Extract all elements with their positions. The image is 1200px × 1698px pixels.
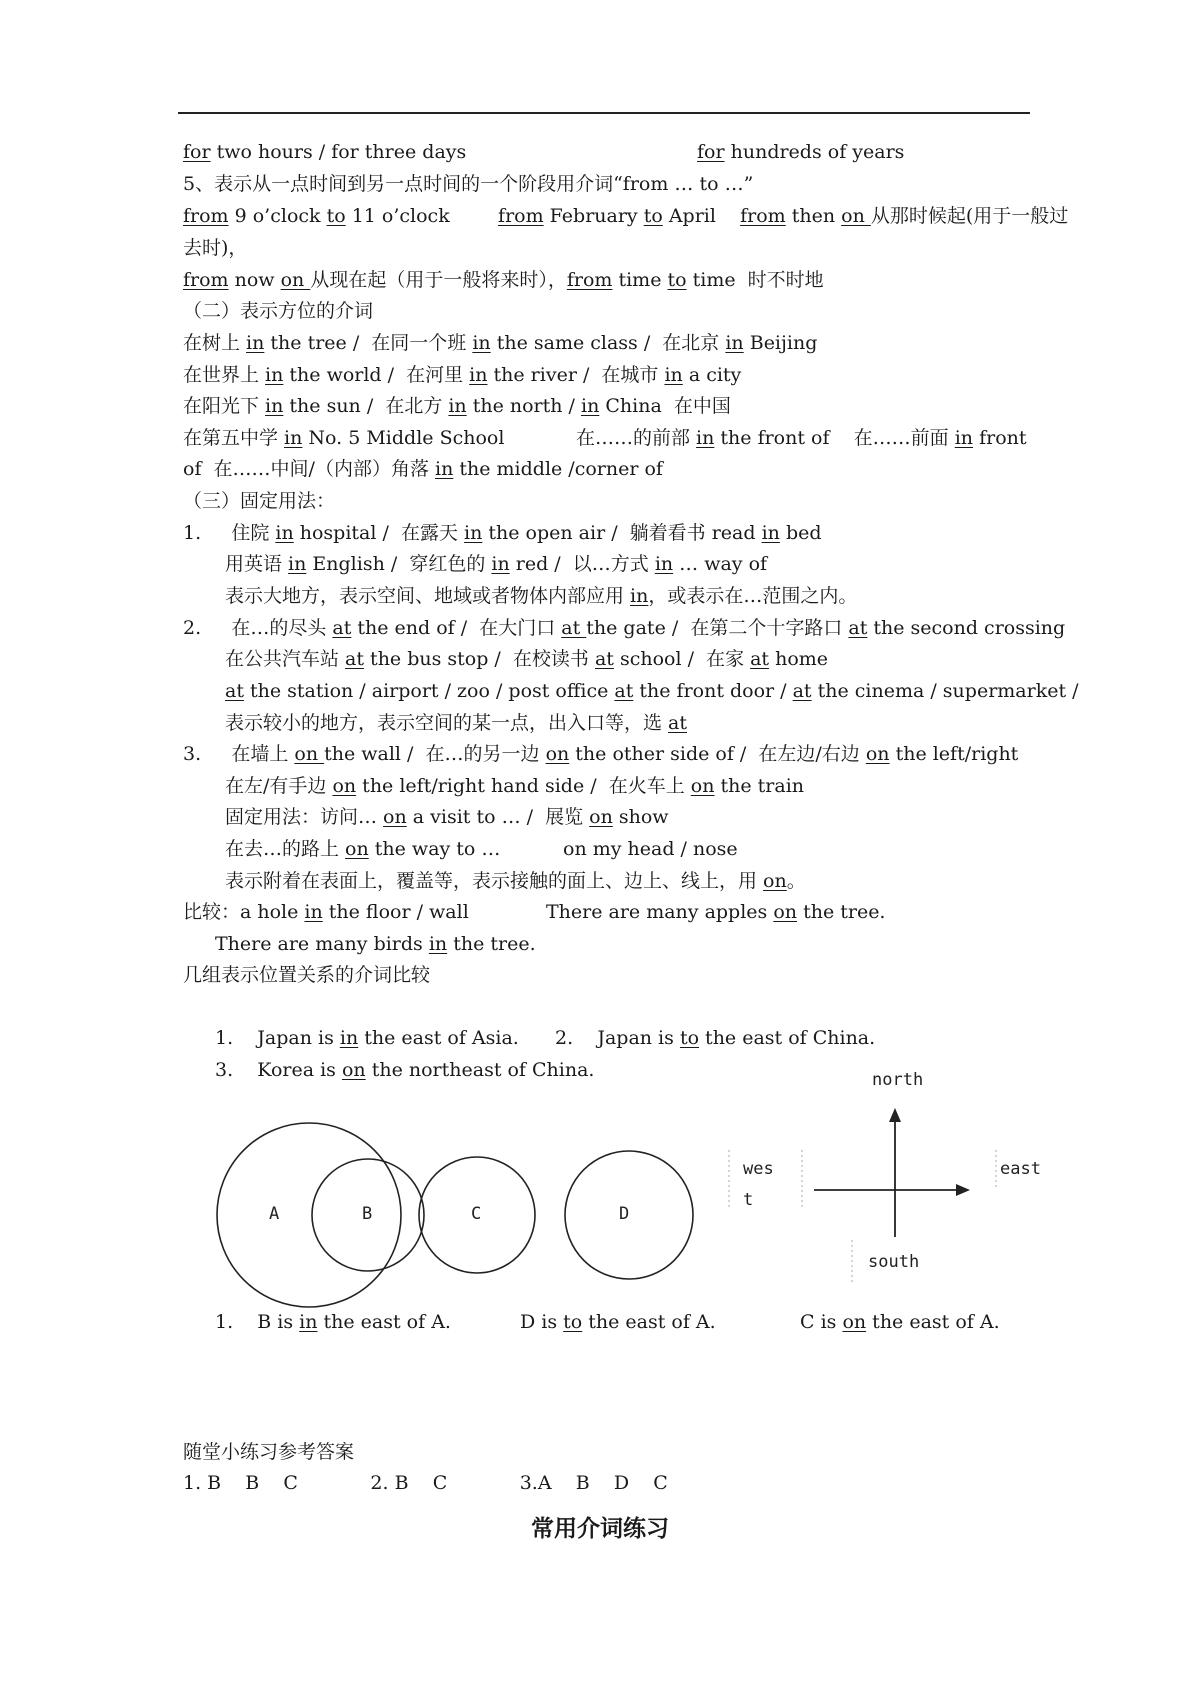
underlined-preposition: at: [614, 680, 634, 702]
underlined-preposition: from: [498, 205, 544, 227]
underlined-preposition: on: [763, 870, 787, 892]
text-segment: a visit to … / 展览: [406, 806, 590, 828]
underlined-preposition: on: [865, 743, 890, 765]
text-segment: 1. Japan is: [215, 1027, 340, 1049]
underlined-preposition: to: [326, 205, 346, 227]
text-segment: the same class / 在北京: [490, 332, 726, 354]
text-segment: then: [785, 205, 842, 227]
text-segment: the east of A.: [317, 1311, 451, 1333]
text-segment: the wall / 在…的另一边: [324, 743, 546, 765]
text-segment: the front door /: [633, 680, 793, 702]
underlined-preposition: at: [750, 648, 770, 670]
text-segment: school / 在家: [613, 648, 751, 670]
text-segment: 1. B B C 2. B C 3.A B D C: [183, 1472, 668, 1494]
text-segment: 几组表示位置关系的介词比较: [183, 964, 431, 986]
text-segment: the cinema / supermarket /: [811, 680, 1079, 702]
underlined-preposition: on: [690, 775, 715, 797]
text-segment: home: [769, 648, 829, 670]
text-segment: two hours / for three days: [210, 141, 467, 163]
text-segment: the end of / 在大门口: [351, 617, 562, 639]
underlined-preposition: on: [341, 1059, 366, 1081]
text-segment: bed: [779, 522, 822, 544]
text-segment: the second crossing: [867, 617, 1066, 639]
circle-label-c: C: [471, 1204, 482, 1224]
underlined-preposition: in: [954, 427, 974, 449]
underlined-preposition: in: [448, 395, 467, 417]
underlined-preposition: in: [265, 364, 284, 386]
text-segment: There are many apples: [546, 901, 774, 923]
text-segment: 在……的前部: [576, 427, 697, 449]
text-segment: the northeast of China.: [365, 1059, 595, 1081]
text-segment: the tree.: [797, 901, 886, 923]
text-segment: 用英语: [225, 553, 289, 575]
text-segment: C is: [800, 1311, 843, 1333]
compass-west-label: wes: [743, 1159, 774, 1179]
text-segment: ，或表示在…范围之内。: [648, 585, 858, 607]
underlined-preposition: in: [464, 522, 483, 544]
text-segment: hundreds of years: [724, 141, 905, 163]
underlined-preposition: from: [183, 269, 229, 291]
underlined-preposition: in: [630, 585, 649, 607]
underlined-preposition: in: [581, 395, 600, 417]
text-segment: the floor / wall: [322, 901, 469, 923]
text-segment: the open air / 躺着看书 read: [482, 522, 762, 544]
compass-north-label: north: [872, 1070, 924, 1090]
circle-a: [217, 1123, 401, 1307]
underlined-preposition: in: [265, 395, 284, 417]
underlined-preposition: on: [332, 775, 357, 797]
text-segment: （二）表示方位的介词: [183, 300, 374, 322]
text-segment: hospital / 在露天: [293, 522, 465, 544]
text-segment: There are many birds: [215, 933, 429, 955]
underlined-preposition: on: [589, 806, 613, 828]
text-segment: the middle /corner of: [453, 458, 663, 480]
underlined-preposition: for: [697, 141, 725, 163]
text-segment: the front of 在……前面: [714, 427, 955, 449]
text-segment: a city: [682, 364, 742, 386]
text-segment: time 时不时地: [686, 269, 824, 291]
text-segment: April: [662, 205, 741, 227]
underlined-preposition: in: [664, 364, 683, 386]
underlined-preposition: to: [667, 269, 687, 291]
text-segment: 去时)，: [183, 237, 248, 259]
text-segment: the way to …: [368, 838, 501, 860]
text-segment: the bus stop / 在校读书: [364, 648, 595, 670]
circle-label-d: D: [619, 1204, 630, 1224]
underlined-preposition: in: [472, 332, 491, 354]
text-segment: front: [973, 427, 1027, 449]
underlined-preposition: for: [183, 141, 211, 163]
circle-label-a: A: [269, 1204, 280, 1224]
underlined-preposition: at: [848, 617, 868, 639]
underlined-preposition: from: [183, 205, 229, 227]
underlined-preposition: on: [345, 838, 369, 860]
underlined-preposition: at: [561, 617, 587, 639]
text-segment: 3. 在墙上: [183, 743, 295, 765]
page-heading: 常用介词练习: [531, 1516, 669, 1542]
underlined-preposition: in: [469, 364, 488, 386]
underlined-preposition: in: [491, 553, 510, 575]
text-segment: the east of China.: [699, 1027, 876, 1049]
north-arrowhead: [889, 1108, 901, 1122]
underlined-preposition: in: [725, 332, 744, 354]
text-segment: of 在……中间/（内部）角落: [183, 458, 435, 480]
underlined-preposition: in: [299, 1311, 318, 1333]
text-segment: the river / 在城市: [487, 364, 665, 386]
text-segment: 在第五中学: [183, 427, 285, 449]
underlined-preposition: in: [696, 427, 715, 449]
text-segment: the sun / 在北方: [283, 395, 449, 417]
text-segment: English / 穿红色的: [306, 553, 492, 575]
underlined-preposition: on: [842, 1311, 867, 1333]
text-segment: 表示大地方，表示空间、地域或者物体内部应用: [225, 585, 631, 607]
underlined-preposition: on: [280, 269, 311, 291]
text-segment: 表示附着在表面上，覆盖等，表示接触的面上、边上、线上，用: [225, 870, 764, 892]
underlined-preposition: on: [294, 743, 325, 765]
text-segment: 9 o’clock: [228, 205, 327, 227]
text-segment: 在去…的路上: [225, 838, 346, 860]
text-segment: D is: [520, 1311, 564, 1333]
underlined-preposition: at: [792, 680, 812, 702]
text-segment: Beijing: [743, 332, 818, 354]
text-segment: the gate / 在第二个十字路口: [586, 617, 849, 639]
text-segment: 从现在起（用于一般将来时），: [310, 269, 567, 291]
east-arrowhead: [956, 1184, 970, 1196]
compass-south-label: south: [868, 1252, 920, 1272]
underlined-preposition: at: [668, 712, 688, 734]
underlined-preposition: to: [563, 1311, 583, 1333]
text-segment: 在树上: [183, 332, 247, 354]
text-segment: 在世界上: [183, 364, 266, 386]
underlined-preposition: to: [679, 1027, 700, 1049]
underlined-preposition: in: [284, 427, 303, 449]
text-segment: （三）固定用法：: [183, 490, 336, 512]
text-segment: the tree / 在同一个班: [264, 332, 473, 354]
underlined-preposition: in: [246, 332, 265, 354]
text-segment: February: [543, 205, 644, 227]
underlined-preposition: on: [545, 743, 570, 765]
text-segment: now: [228, 269, 281, 291]
text-segment: 在左/有手边: [225, 775, 333, 797]
underlined-preposition: at: [594, 648, 614, 670]
text-segment: 随堂小练习参考答案: [183, 1441, 355, 1463]
underlined-preposition: to: [643, 205, 663, 227]
text-segment: 。: [786, 870, 806, 892]
underlined-preposition: in: [654, 553, 674, 575]
underlined-preposition: on: [773, 901, 798, 923]
text-segment: the east of A.: [866, 1311, 1000, 1333]
text-segment: 1. B is: [215, 1311, 300, 1333]
underlined-preposition: at: [332, 617, 352, 639]
text-segment: the world / 在河里: [283, 364, 470, 386]
underlined-preposition: in: [761, 522, 780, 544]
text-segment: the station / airport / zoo / post office: [243, 680, 615, 702]
underlined-preposition: on: [383, 806, 407, 828]
compass-west-label-cont: t: [743, 1190, 754, 1210]
text-segment: 在阳光下: [183, 395, 266, 417]
underlined-preposition: in: [275, 522, 294, 544]
text-segment: on my head / nose: [563, 838, 738, 860]
underlined-preposition: in: [304, 901, 323, 923]
underlined-preposition: from: [740, 205, 786, 227]
text-segment: 3. Korea is: [215, 1059, 342, 1081]
compass-east-label: east: [1000, 1159, 1041, 1179]
text-segment: the east of Asia. 2. Japan is: [358, 1027, 680, 1049]
text-segment: 11 o’clock: [345, 205, 499, 227]
text-segment: red / 以…方式: [509, 553, 655, 575]
text-segment: the tree.: [447, 933, 536, 955]
text-segment: the left/right hand side / 在火车上: [356, 775, 691, 797]
text-segment: 固定用法：访问…: [225, 806, 384, 828]
underlined-preposition: from: [566, 269, 613, 291]
underlined-preposition: in: [435, 458, 454, 480]
text-segment: … way of: [673, 553, 768, 575]
text-segment: the east of A.: [582, 1311, 716, 1333]
text-segment: 2. 在…的尽头: [183, 617, 333, 639]
text-segment: 比较：a hole: [183, 901, 305, 923]
text-segment: time: [612, 269, 668, 291]
text-segment: the train: [714, 775, 805, 797]
text-segment: 从那时候起(用于一般过: [870, 205, 1069, 227]
underlined-preposition: at: [345, 648, 365, 670]
underlined-preposition: in: [339, 1027, 359, 1049]
underlined-preposition: on: [841, 205, 871, 227]
text-segment: show: [612, 806, 669, 828]
text-segment: the left/right: [889, 743, 1019, 765]
text-segment: China 在中国: [599, 395, 731, 417]
underlined-preposition: in: [288, 553, 307, 575]
text-segment: the other side of / 在左边/右边: [569, 743, 866, 765]
circle-label-b: B: [362, 1204, 373, 1224]
text-segment: 1. 住院: [183, 522, 276, 544]
text-segment: 在公共汽车站: [225, 648, 346, 670]
text-segment: No. 5 Middle School: [302, 427, 505, 449]
underlined-preposition: in: [428, 933, 448, 955]
text-segment: the north /: [466, 395, 581, 417]
underlined-preposition: at: [225, 680, 244, 702]
text-segment: 5、表示从一点时间到另一点时间的一个阶段用介词“from … to …”: [183, 173, 754, 195]
text-segment: 表示较小的地方，表示空间的某一点，出入口等，选: [225, 712, 669, 734]
